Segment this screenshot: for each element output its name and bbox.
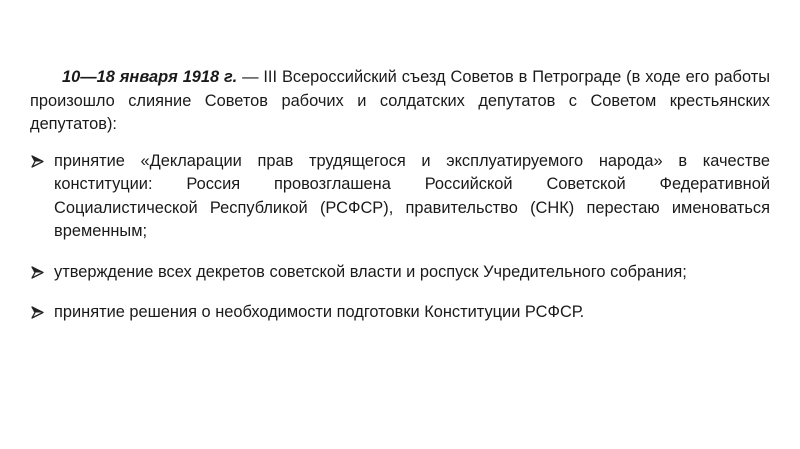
arrowhead-bullet-icon <box>31 155 44 168</box>
list-item <box>30 301 770 325</box>
bullet-text: принятие «Декларации прав трудящегося и эксплуатируемого народа» в качестве конституции: Россия провозглашена Российской Советской Федеративной Социалистической Республикой (РСФСР), правительство (СНК) перестаю именоваться временным; <box>54 151 770 240</box>
slide-content <box>30 66 770 325</box>
bullet-text: утверждение всех декретов советской власти и роспуск Учредительного собрания; <box>54 262 687 281</box>
list-item <box>30 150 770 244</box>
intro-date: 10—18 января 1918 г. <box>62 68 238 86</box>
intro-paragraph <box>30 66 770 137</box>
list-item <box>30 261 770 285</box>
bullet-list <box>30 150 770 325</box>
arrowhead-bullet-icon <box>31 306 44 319</box>
arrowhead-bullet-icon <box>31 266 44 279</box>
bullet-text: принятие решения о необходимости подготовки Конституции РСФСР. <box>54 303 585 321</box>
intro-text: — III Всероссийский съезд Советов в Петрограде (в ходе его работы произошло слияние Советов рабочих и солдатских депутатов с Советом крестьянских депутатов): <box>30 68 770 133</box>
